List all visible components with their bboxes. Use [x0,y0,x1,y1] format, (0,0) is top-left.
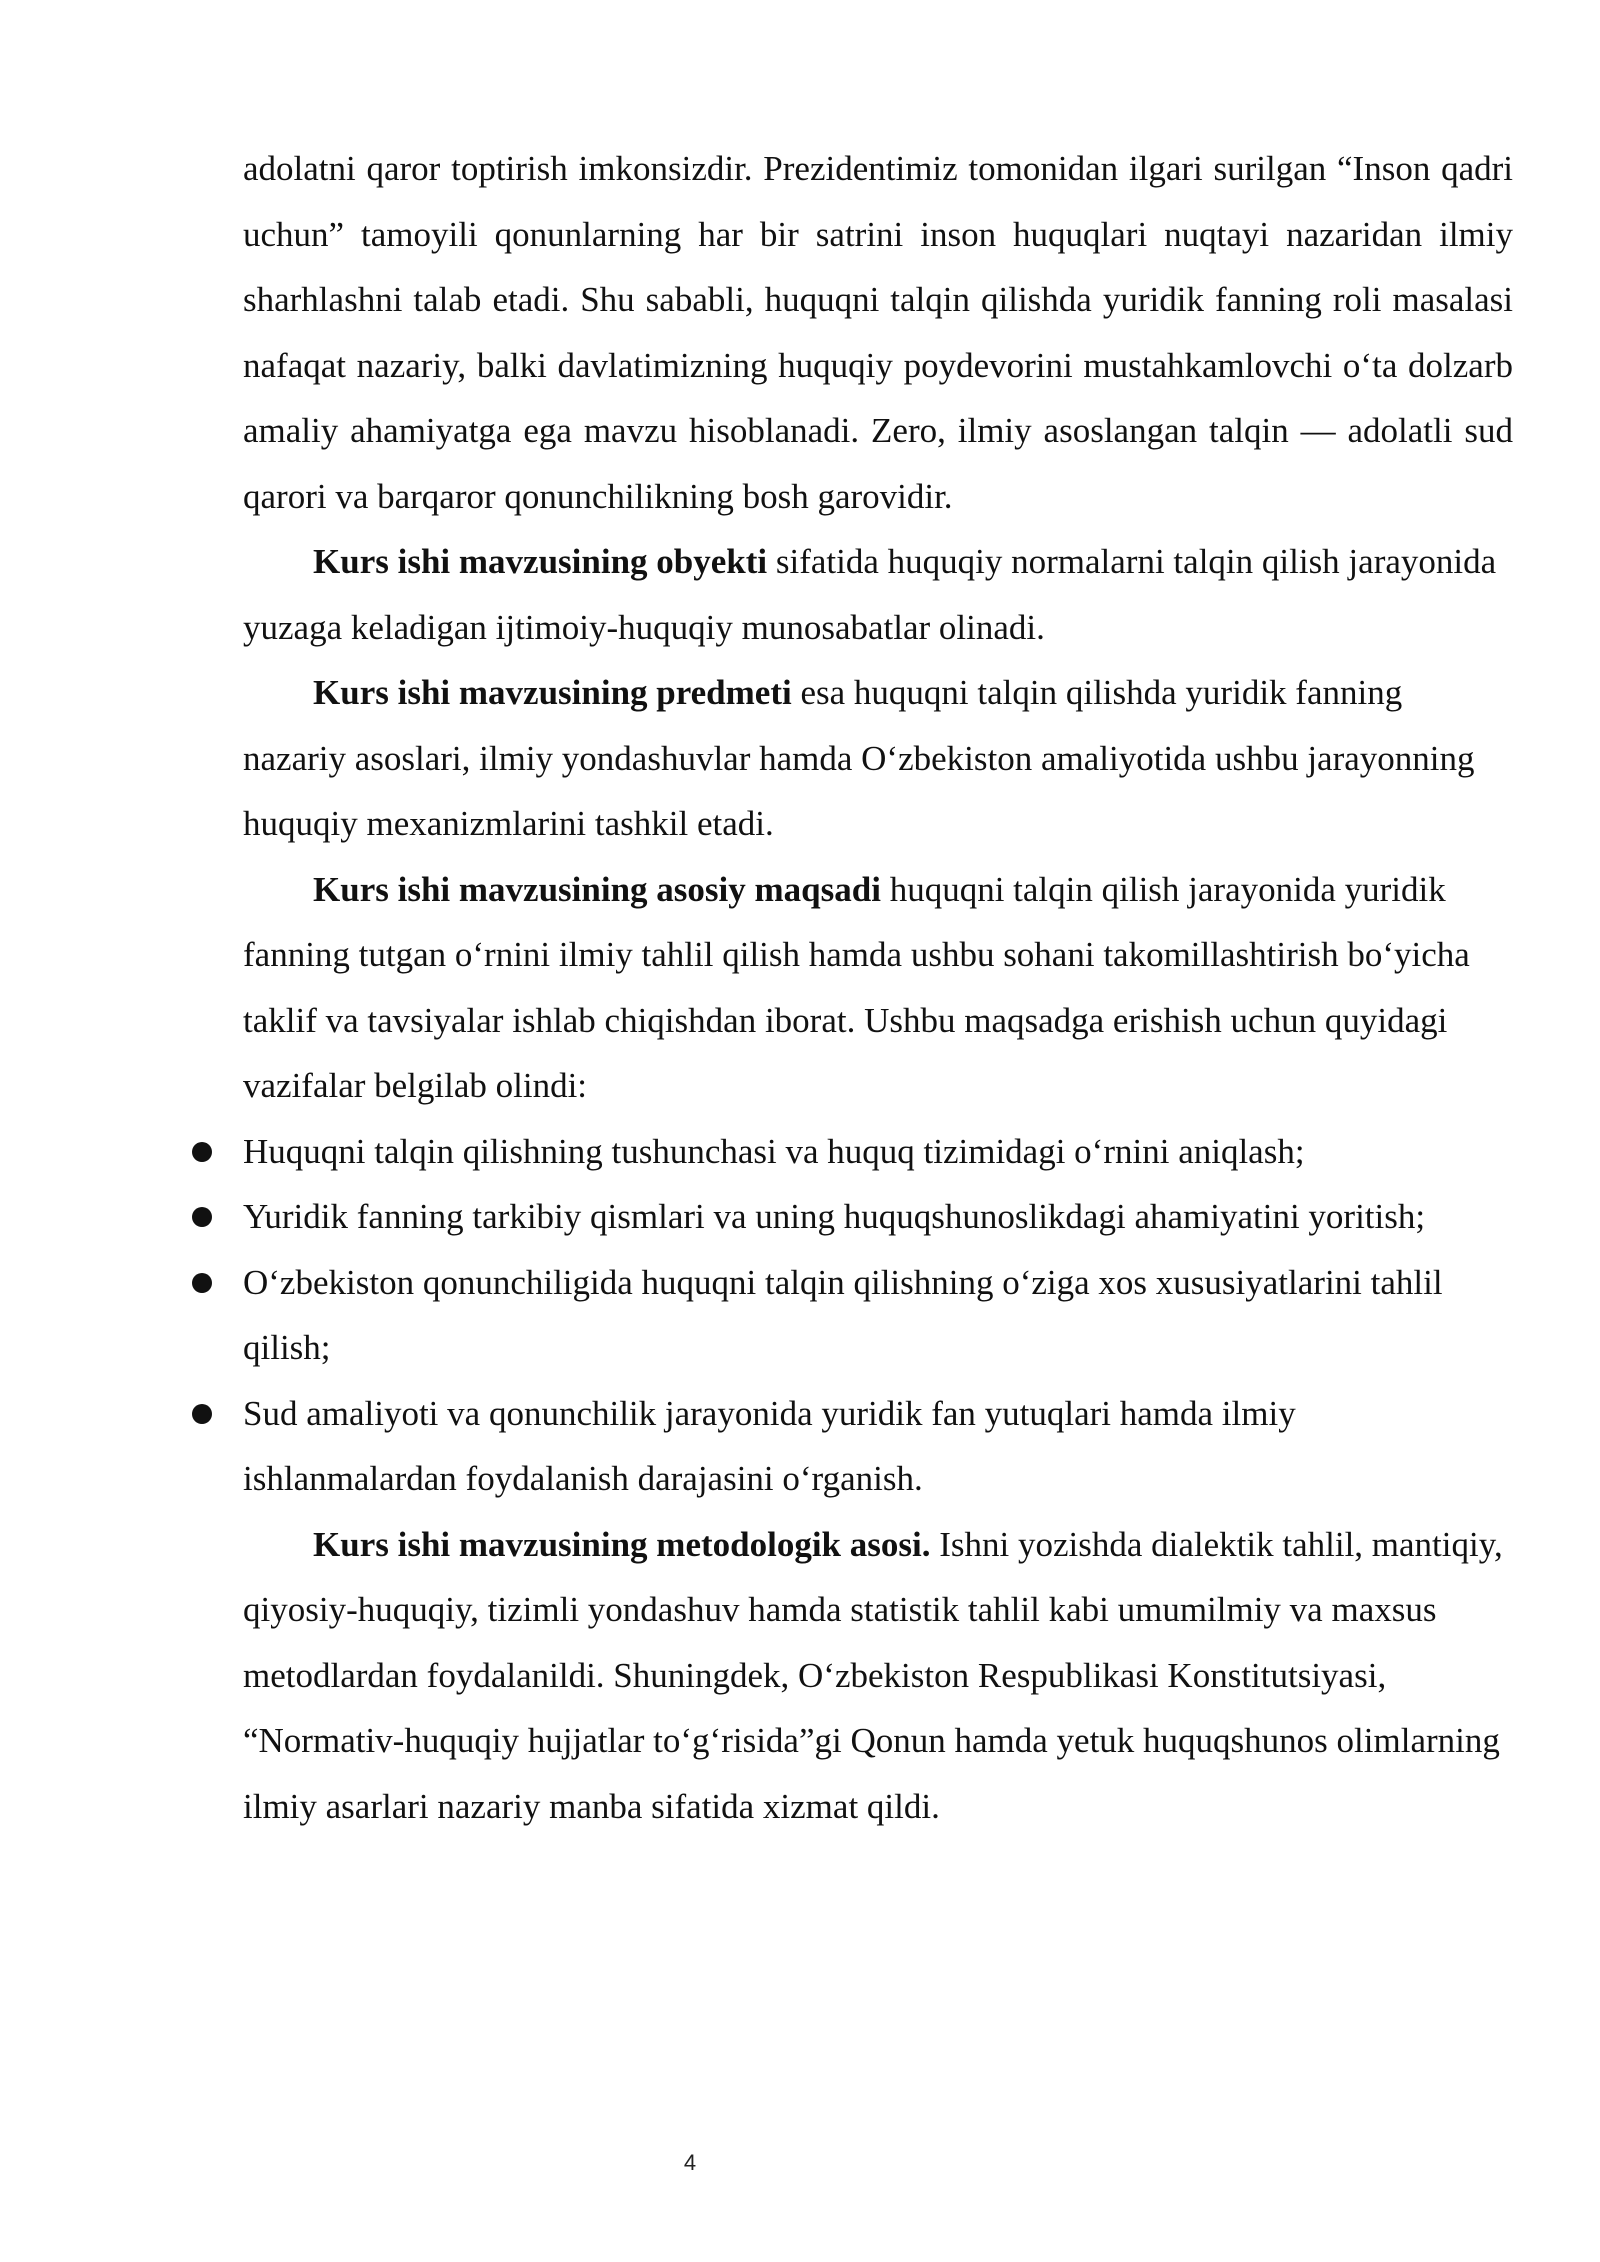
bullet-icon [192,1273,212,1293]
document-page [243,136,1513,1839]
page-number: 4 [683,2150,697,2175]
object-label: Kurs ishi mavzusining obyekti [313,542,768,581]
goal-label: Kurs ishi mavzusining asosiy maqsadi [313,869,881,909]
intro-text: adolatni qaror toptirish imkonsizdir. Prezidentimiz tomonidan ilgari surilgan “Inson qadri uchun” tamoyili qonunlarning har bir satrini inson huquqlari nuqtayi nazaridan ilmiy sharhlashni talab etadi. Shu sababli, huquqni talqin qilishda yuridik fanning roli masalasi nafaqat nazariy, balki davlatimizning huquqiy poydevorini mustahkamlovchi o‘ta dolzarb amaliy ahamiyatga ega mavzu hisoblanadi. Zero, ilmiy asoslangan talqin — adolatli sud qarori va barqaror qonunchilikning bosh garovidir. [243,149,1513,516]
task-text: Sud amaliyoti va qonunchilik jarayonida yuridik fan yutuqlari hamda ilmiy ishlanmalardan foydalanish darajasini o‘rganish. [243,1393,1296,1498]
tasks-list [243,1119,1513,1512]
subject-text: esa huquqni talqin qilishda yuridik fanning nazariy asoslari, ilmiy yondashuvlar hamda O‘zbekiston amaliyotida ushbu jarayonning huquqiy mexanizmlarini tashkil etadi. [243,673,1475,843]
subject-paragraph [243,660,1513,857]
methodology-paragraph [243,1512,1513,1840]
list-item [243,1184,1513,1250]
subject-label: Kurs ishi mavzusining predmeti [313,673,792,712]
task-text: Yuridik fanning tarkibiy qismlari va uning huquqshunoslikdagi ahamiyatini yoritish; [243,1197,1426,1236]
goal-text: huquqni talqin qilish jarayonida yuridik fanning tutgan o‘rnini ilmiy tahlil qilish hamda ushbu sohani takomillashtirish bo‘yicha taklif va tavsiyalar ishlab chiqishdan iborat. Ushbu maqsadga erishish uchun quyidagi vazifalar belgilab olindi: [243,869,1470,1105]
task-text: Huquqni talqin qilishning tushunchasi va huquq tizimidagi o‘rnini aniqlash; [243,1131,1305,1171]
methodology-text: Ishni yozishda dialektik tahlil, mantiqiy, qiyosiy-huquqiy, tizimli yondashuv hamda statistik tahlil kabi umumilmiy va maxsus metodlardan foydalanildi. Shuningdek, O‘zbekiston Respublikasi Konstitutsiyasi, “Normativ-huquqiy hujjatlar to‘g‘risida”gi Qonun hamda yetuk huquqshunos olimlarning ilmiy asarlari nazariy manba sifatida xizmat qildi. [243,1524,1503,1826]
goal-paragraph [243,857,1513,1119]
bullet-icon [192,1207,212,1227]
task-text: O‘zbekiston qonunchiligida huquqni talqin qilishning o‘ziga xos xususiyatlarini tahlil qilish; [243,1262,1443,1367]
object-paragraph [243,529,1513,660]
intro-paragraph [243,136,1513,529]
object-text: sifatida huquqiy normalarni talqin qilish jarayonida yuzaga keladigan ijtimoiy-huquqiy munosabatlar olinadi. [243,542,1497,647]
list-item [243,1250,1513,1381]
list-item [243,1119,1513,1185]
bullet-icon [192,1142,212,1162]
list-item [243,1381,1513,1512]
methodology-label: Kurs ishi mavzusining metodologik asosi. [313,1524,931,1564]
bullet-icon [192,1404,212,1424]
